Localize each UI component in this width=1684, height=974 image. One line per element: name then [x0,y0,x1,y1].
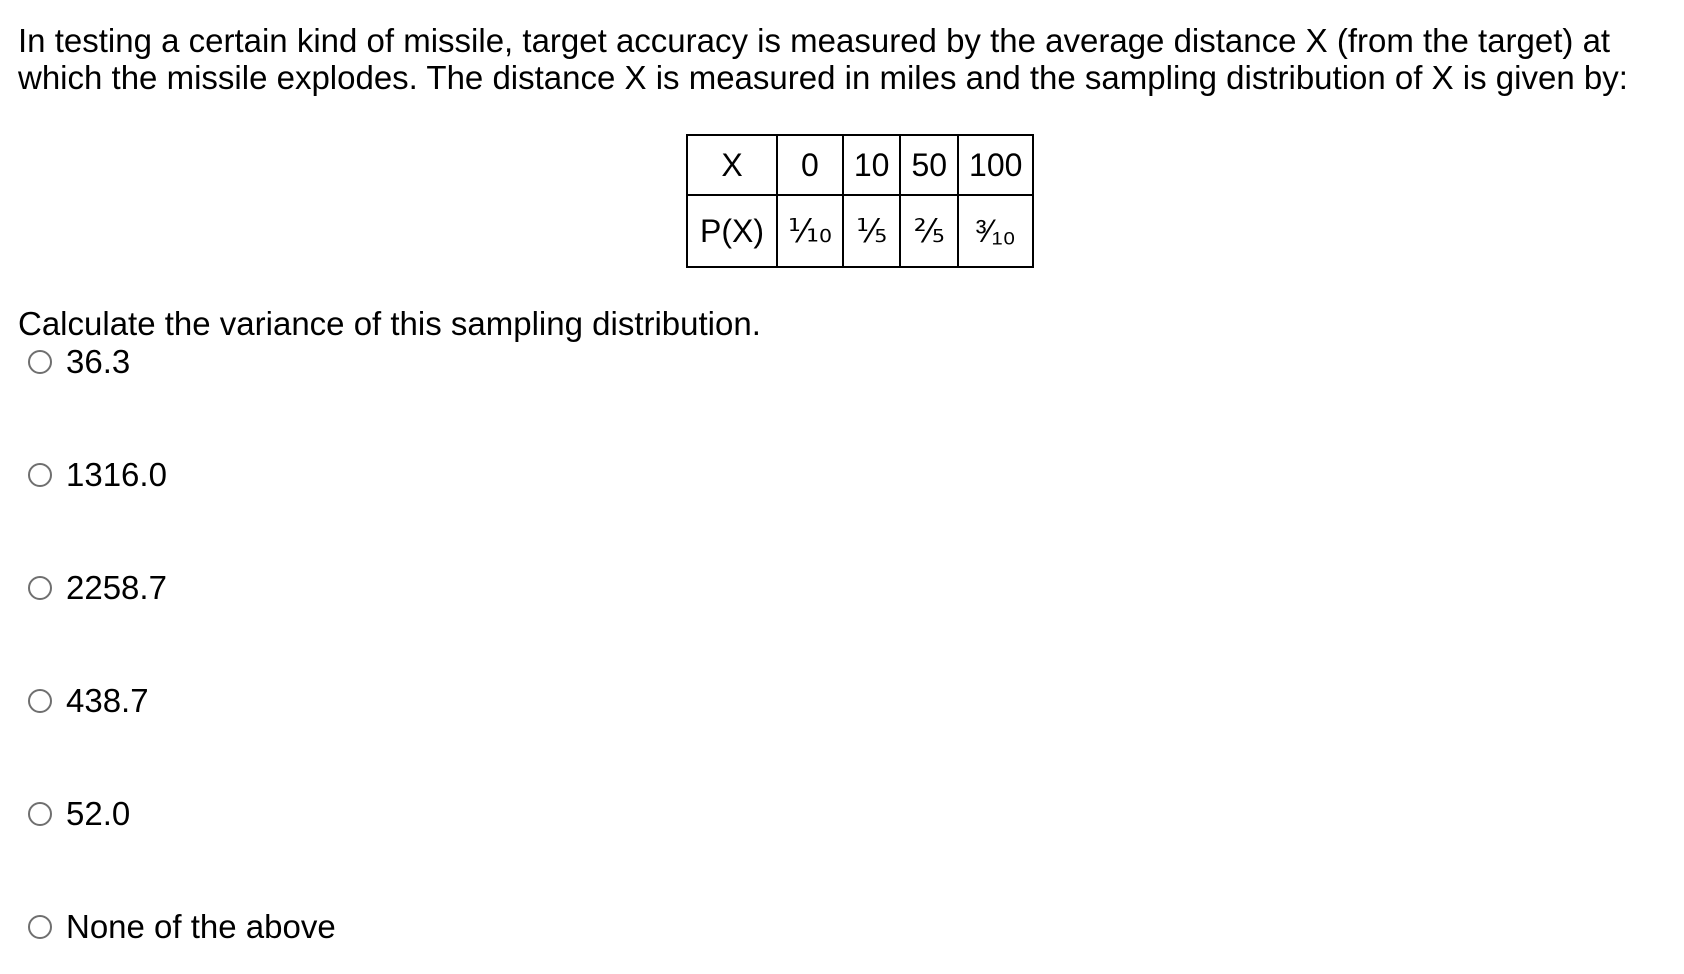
table-cell-probability: ⅒ [777,195,843,267]
table-header-probability: P(X) [687,195,777,267]
table-cell-x: 100 [958,135,1033,195]
radio-button[interactable] [28,350,52,374]
radio-button[interactable] [28,689,52,713]
answer-option[interactable] [28,342,130,382]
answer-option[interactable] [28,681,149,721]
answer-option[interactable] [28,794,130,834]
table-header-x: X [687,135,777,195]
table-row-x [687,135,1033,195]
table-cell-x: 50 [900,135,958,195]
question-intro: In testing a certain kind of missile, target accuracy is measured by the average distance X (from the target) at which the missile explodes. The distance X is measured in miles and the sampling distribution of X is given by: [18,22,1628,96]
table-cell-probability: ⅕ [843,195,901,267]
answer-option-label: 438.7 [66,682,149,719]
answer-option[interactable] [28,568,167,608]
question-prompt: Calculate the variance of this sampling distribution. [18,305,761,342]
answer-option[interactable] [28,907,336,947]
radio-button[interactable] [28,576,52,600]
answer-option[interactable] [28,455,167,495]
radio-button[interactable] [28,915,52,939]
table-cell-probability: ³⁄₁₀ [958,195,1033,267]
radio-button[interactable] [28,463,52,487]
answer-option-label: 52.0 [66,795,131,832]
table-cell-x: 0 [777,135,843,195]
table-row-probability [687,195,1033,267]
distribution-table [686,134,1034,268]
table-cell-probability: ⅖ [900,195,958,267]
table-cell-x: 10 [843,135,901,195]
answer-option-label: None of the above [66,908,336,945]
answer-option-label: 2258.7 [66,569,167,606]
answer-option-label: 1316.0 [66,456,167,493]
radio-button[interactable] [28,802,52,826]
answer-option-label: 36.3 [66,343,131,380]
